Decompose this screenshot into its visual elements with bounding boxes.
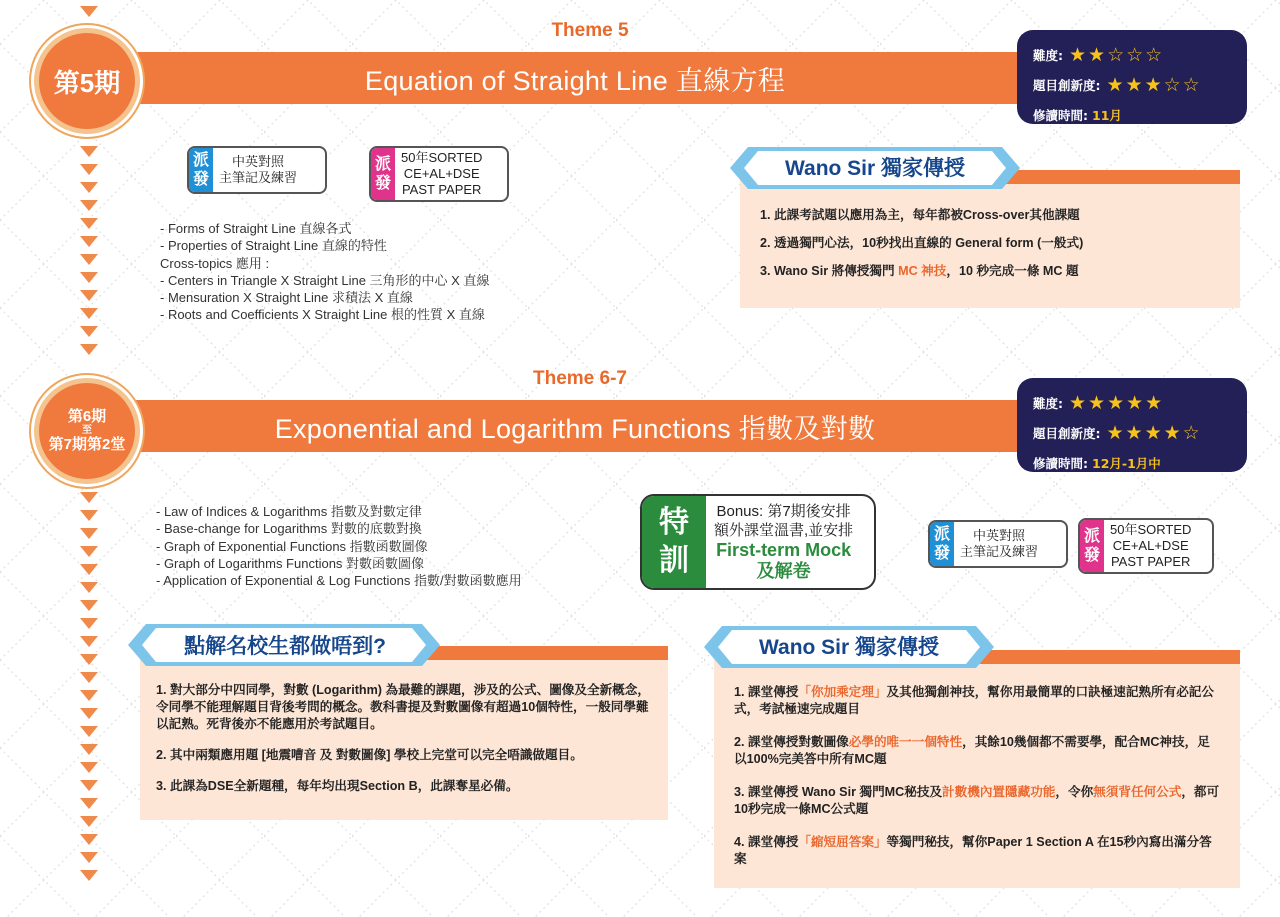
difficulty-label: 難度: [1033,48,1063,63]
timeline-arrows-bottom [80,492,98,888]
section5-ribbon-line [1000,170,1240,184]
section67-period-circle [34,378,140,484]
exclusive-point-2: 2. 透過獨門心法，10秒找出直線的 General form (一般式) [760,236,1084,250]
section5-exclusive-heading: Wano Sir 獨家傳授 [784,157,966,180]
creativity-stars: ★★★☆☆ [1106,74,1202,96]
why-heading: 點解名校生都做唔到? [184,635,386,658]
section5-pastpaper-badge [369,146,509,202]
why-point-1: 1. 對大部分中四同學，對數 (Logarithm) 為最難的課題，涉及的公式、圖像及全新概念，令同學不能理解題目背後考問的概念。教科書提及對數圖像有超過10個特性，一般同學難以記熟。死背後亦不能應用於考試題目。 [156,683,650,731]
theme-5-label: Theme 5 [551,20,629,41]
special-line: Bonus: 第7期後安排 [716,503,851,520]
study-time-value: 11月 [1092,108,1122,123]
study-time-label: 修讀時間: [1033,456,1088,471]
text-span: ，令你 [1055,785,1094,799]
badge-tag-char: 派 [192,152,209,169]
section67-ribbon-line [980,650,1240,664]
section5-title: Equation of Straight Line 直線方程 [364,65,786,96]
section67-exclusive-heading: Wano Sir 獨家傳授 [758,636,940,659]
section67-topic-list [156,503,522,589]
section67-rating-box [1017,378,1247,472]
special-char: 訓 [659,543,689,578]
exclusive-point-4 [734,834,1222,868]
topic-item: - Application of Exponential & Log Functions 指數/對數函數應用 [156,573,522,589]
section67-title: Exponential and Logarithm Functions 指數及對數 [274,413,876,444]
why-panel [140,652,668,820]
badge-line: 中英對照 [232,154,285,169]
topic-item: - Forms of Straight Line 直線各式 [160,221,352,236]
section5-period-label: 第5期 [53,67,121,98]
why-point-3: 3. 此課為DSE全新題種，每年均出現Section B，此課奪星必備。 [156,779,519,793]
special-line: 額外課堂溫書,並安排 [714,522,854,539]
section5-rating-box [1017,30,1247,124]
study-time-value: 12月-1月中 [1092,456,1161,471]
special-line: 及解卷 [756,561,811,581]
section5-title-band [120,52,1030,104]
creativity-label: 題目創新度: [1033,426,1101,441]
section5-period-circle [34,28,140,134]
highlight-text: 「縮短屈答案」 [798,835,887,849]
creativity-stars: ★★★★☆ [1106,422,1202,444]
highlight-text: 無須背任何公式 [1093,785,1182,799]
highlight-text: 「你加乘定理」 [798,685,887,699]
badge-line: PAST PAPER [401,182,482,197]
timeline-arrows-top [80,6,98,24]
section67-period-line3: 第7期第2堂 [48,436,126,453]
topic-item: - Graph of Logarithms Functions 對數函數圖像 [156,555,425,571]
badge-line: CE+AL+DSE [403,166,480,181]
section67-title-band [120,400,1030,452]
difficulty-stars: ★★☆☆☆ [1069,44,1165,66]
exclusive-point-1 [734,684,1222,718]
highlight-text: 必學的唯一一個特性 [848,735,963,749]
section67-period-line2: 至 [82,425,92,436]
badge-tag-char: 發 [374,175,391,192]
text-span: 3. 課堂傳授 Wano Sir 獨門MC秘技及 [734,785,943,799]
topic-item: - Centers in Triangle X Straight Line 三角形的中心 X 直線 [160,272,490,288]
difficulty-stars: ★★★★★ [1069,392,1165,414]
topic-item: Cross-topics 應用 : [160,255,270,271]
section67-pastpaper-badge [1078,518,1214,574]
exclusive-point-3 [760,262,1220,280]
timeline-arrows-mid [80,146,98,362]
topic-item: - Law of Indices & Logarithms 指數及對數定律 [156,504,422,519]
badge-line: CE+AL+DSE [1112,538,1189,553]
theme-6-7-label: Theme 6-7 [533,368,627,389]
section67-notes-badge [928,520,1068,568]
badge-tag-char: 發 [1083,547,1100,564]
study-time-label: 修讀時間: [1033,108,1088,123]
badge-tag-char: 派 [933,526,950,543]
text-span: 1. 課堂傳授 [734,685,799,699]
exclusive-point-3 [734,784,1222,818]
section5-exclusive-panel [740,176,1240,308]
topic-item: - Graph of Exponential Functions 指數函數圖像 [156,538,428,554]
why-ribbon-line [420,646,668,660]
why-point-2: 2. 其中兩類應用題 [地震嘈音 及 對數圖像] 學校上完堂可以完全唔識做題目。 [156,748,583,762]
highlight-text: 計數機內置隱藏功能 [942,785,1056,799]
topic-item: - Properties of Straight Line 直線的特性 [160,238,387,254]
special-char: 特 [659,505,689,540]
topic-item: - Roots and Coefficients X Straight Line 根的性質 X 直線 [160,307,485,323]
exclusive-point-2 [734,734,1222,768]
text-span: ，都可10秒完成一條MC公式題 [734,785,1220,816]
text-span: 等獨門秘技，幫你Paper 1 Section A 在15秒內寫出滿分答案 [734,835,1212,866]
section67-exclusive-panel [714,656,1240,888]
badge-tag-char: 發 [192,171,209,188]
text-span: 3. Wano Sir 將傳授獨門 [760,264,899,278]
badge-line: 中英對照 [973,528,1026,543]
special-training-badge [640,494,876,590]
badge-tag-char: 派 [374,156,391,173]
text-span: 及其他獨創神技，幫你用最簡單的口訣極速記熟所有必記公式，考試極速完成題目 [734,685,1214,716]
exclusive-point-1: 1. 此課考試題以應用為主，每年都被Cross-over其他課題 [760,208,1080,222]
text-span: ，其餘10幾個都不需要學，配合MC神技，足以100%完美答中所有MC題 [734,735,1210,766]
badge-line: 主筆記及練習 [219,170,298,185]
text-span: ，10 秒完成一條 MC 題 [946,264,1079,278]
text-span: 2. 課堂傳授對數圖像 [734,735,849,749]
badge-tag-char: 派 [1083,528,1100,545]
badge-tag-char: 發 [933,545,950,562]
badge-line: 50年SORTED [401,150,483,165]
special-line: First-term Mock [716,540,852,560]
section5-topic-list [160,220,489,324]
creativity-label: 題目創新度: [1033,78,1101,93]
difficulty-label: 難度: [1033,396,1063,411]
section5-notes-badge [187,146,327,194]
topic-item: - Mensuration X Straight Line 求積法 X 直線 [160,290,413,306]
highlight-text: MC 神技 [898,264,947,278]
badge-line: 主筆記及練習 [960,544,1039,559]
topic-item: - Base-change for Logarithms 對數的底數對換 [156,521,422,537]
badge-line: PAST PAPER [1110,554,1191,569]
badge-line: 50年SORTED [1110,522,1192,537]
section67-period-line1: 第6期 [67,408,107,425]
text-span: 4. 課堂傳授 [734,835,799,849]
